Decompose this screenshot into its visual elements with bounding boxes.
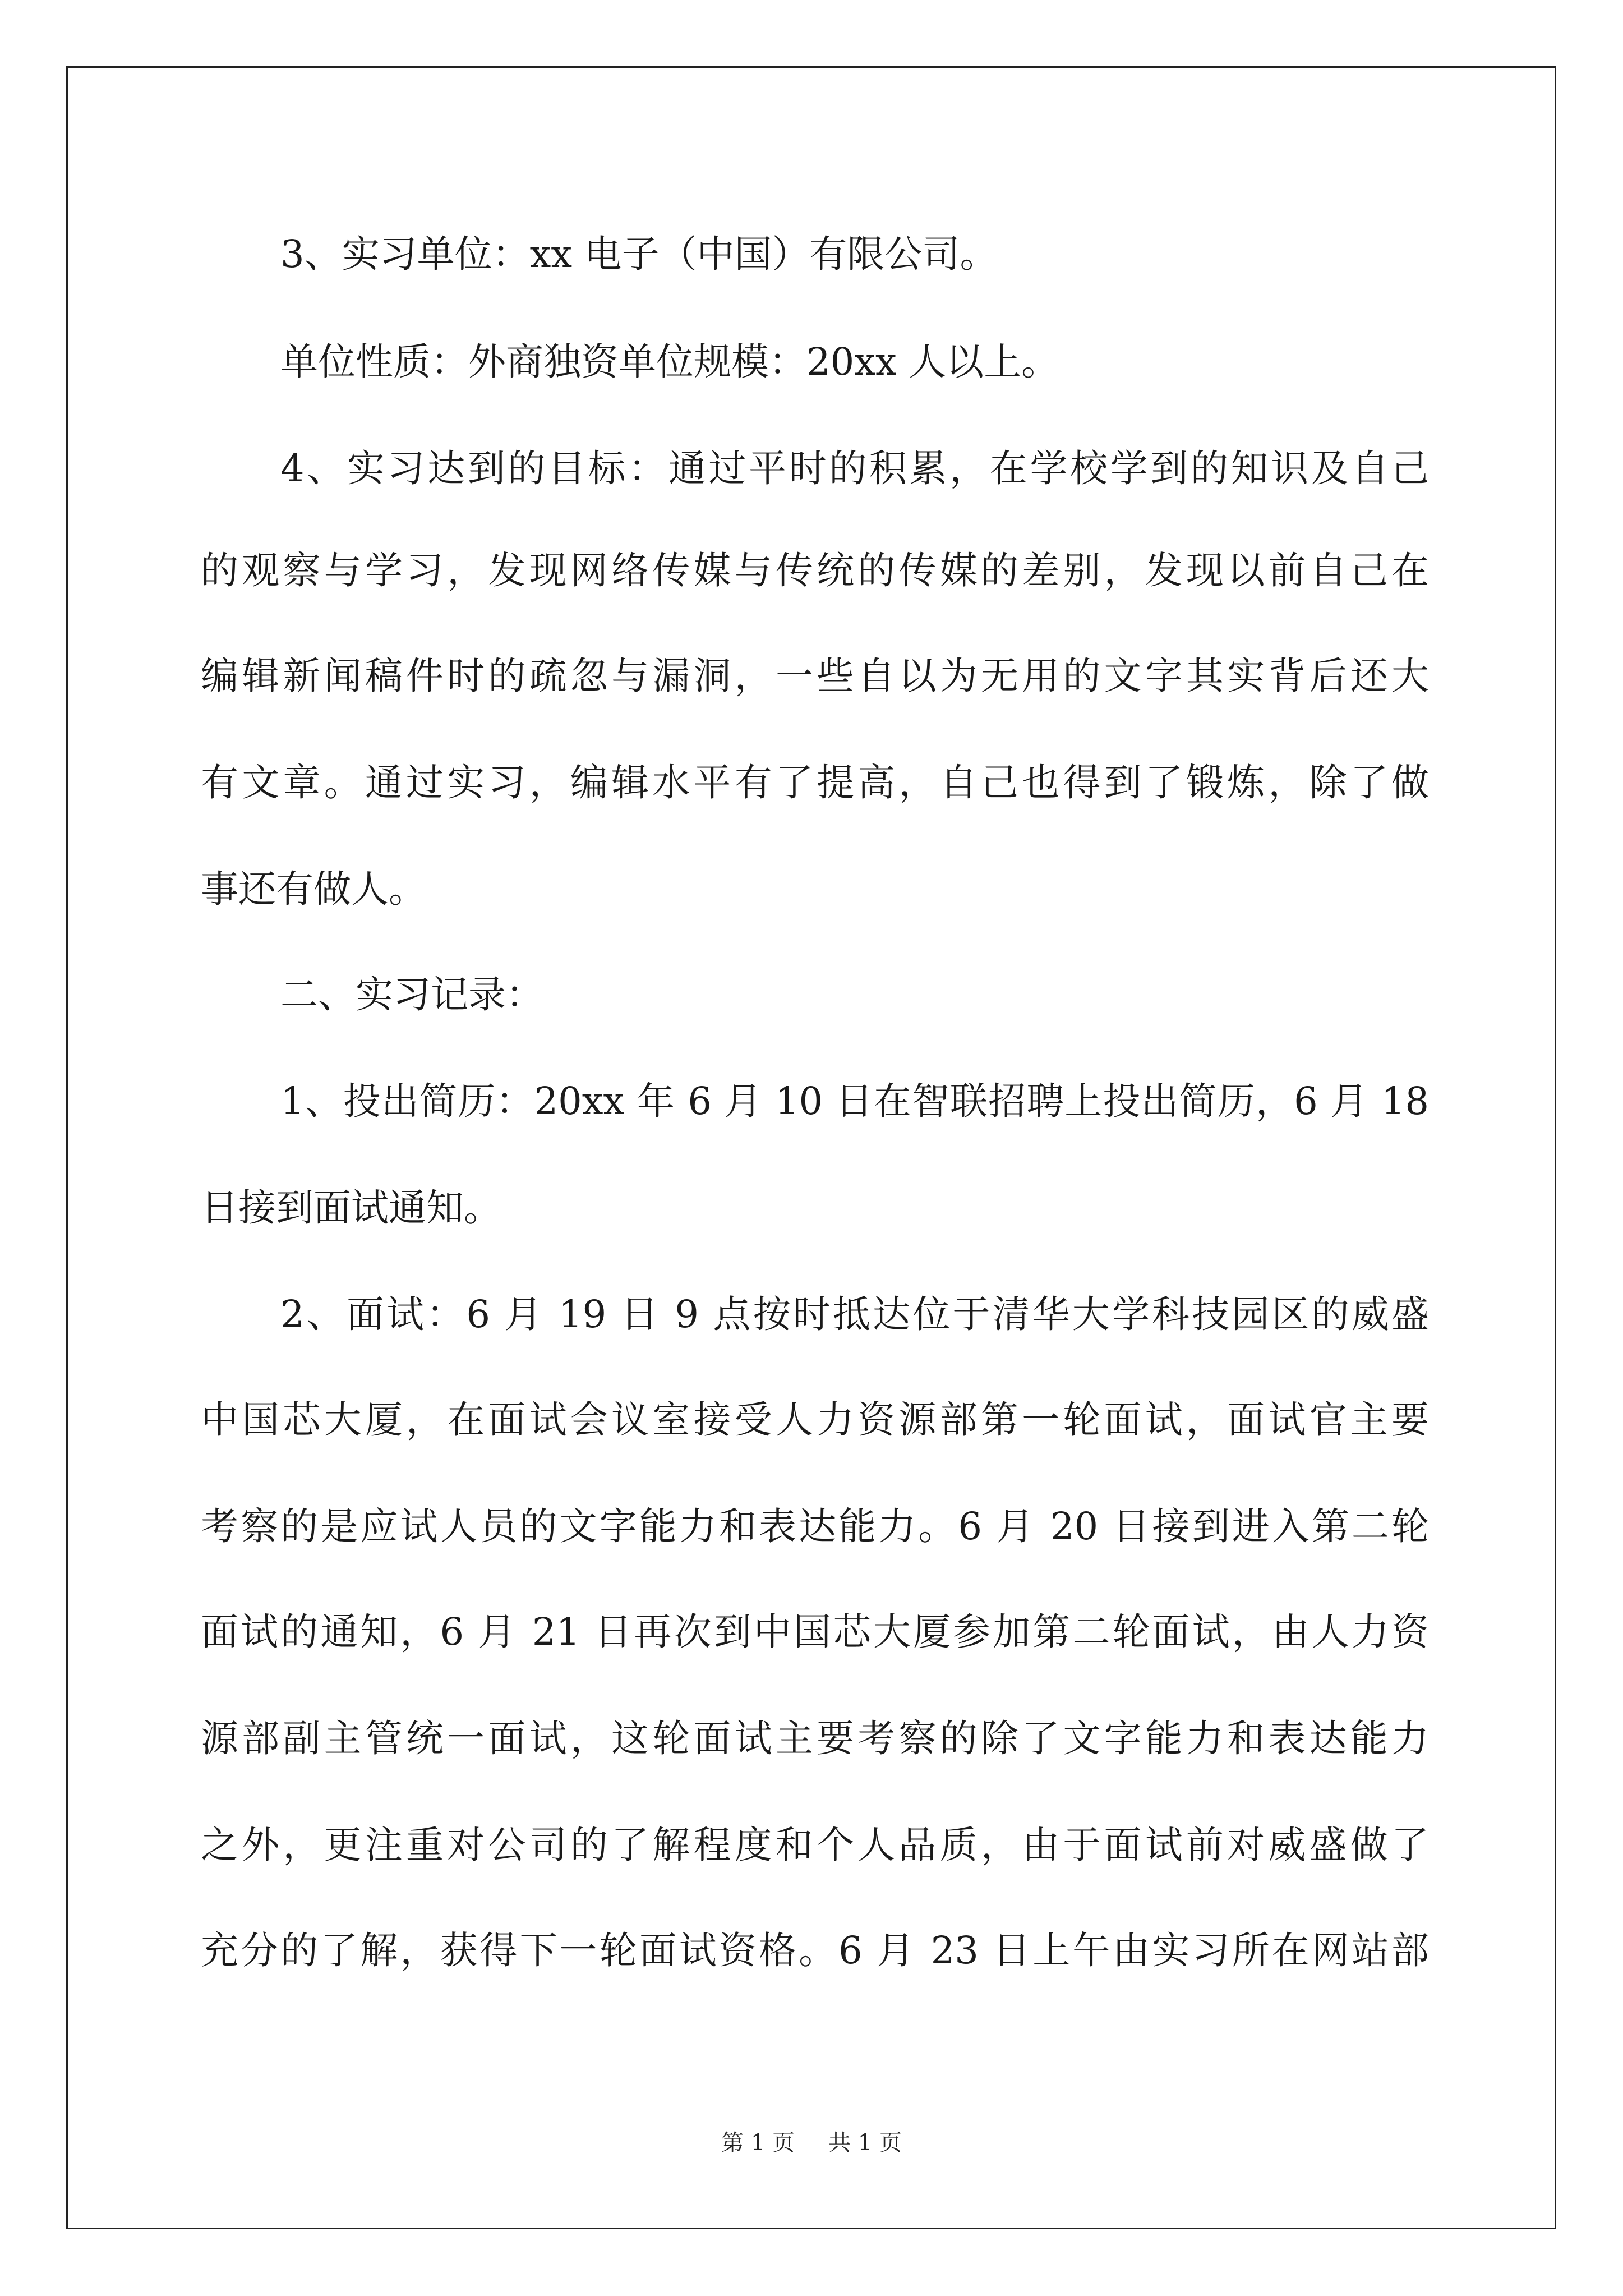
paragraph-line: 考察的是应试人员的文字能力和表达能力。6 月 20 日接到进入第二轮 [201,1504,1429,1548]
paragraph-line: 源部副主管统一面试，这轮面试主要考察的除了文字能力和表达能力 [201,1717,1429,1760]
paragraph-line: 3、实习单位：xx 电子（中国）有限公司。 [280,232,998,276]
paragraph-line: 的观察与学习，发现网络传媒与传统的传媒的差别，发现以前自己在 [201,549,1429,592]
paragraph-line: 之外，更注重对公司的了解程度和个人品质，由于面试前对威盛做了 [201,1823,1429,1867]
paragraph-line: 1、投出简历：20xx 年 6 月 10 日在智联招聘上投出简历，6 月 18 [280,1079,1429,1123]
paragraph-line: 充分的了解，获得下一轮面试资格。6 月 23 日上午由实习所在网站部 [201,1929,1429,1972]
section-heading: 二、实习记录： [280,973,543,1016]
page-number-current: 第 1 页 [721,2130,795,2156]
page-border [66,66,1556,2229]
paragraph-line: 事还有做人。 [201,867,426,911]
paragraph-line: 有文章。通过实习，编辑水平有了提高，自己也得到了锻炼，除了做 [201,761,1429,804]
paragraph-line: 面试的通知，6 月 21 日再次到中国芯大厦参加第二轮面试，由人力资 [201,1610,1429,1654]
paragraph-line: 日接到面试通知。 [201,1186,501,1230]
page-footer [0,2129,1623,2157]
paragraph-line: 单位性质：外商独资单位规模：20xx 人以上。 [280,340,1059,384]
page-number-total: 共 1 页 [828,2130,902,2156]
paragraph-line: 中国芯大厦，在面试会议室接受人力资源部第一轮面试，面试官主要 [201,1398,1429,1442]
paragraph-line: 4、实习达到的目标：通过平时的积累，在学校学到的知识及自己 [280,447,1429,490]
paragraph-line: 编辑新闻稿件时的疏忽与漏洞，一些自以为无用的文字其实背后还大 [201,654,1429,698]
paragraph-line: 2、面试：6 月 19 日 9 点按时抵达位于清华大学科技园区的威盛 [280,1292,1429,1336]
